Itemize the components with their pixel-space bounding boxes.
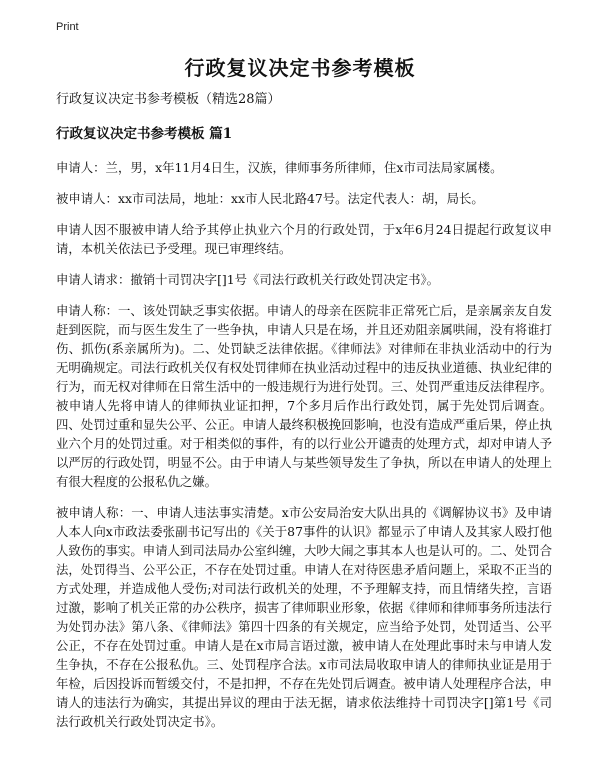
paragraph-applicant-claims: 申请人称：一、该处罚缺乏事实依据。申请人的母亲在医院非正常死亡后，是亲属亲友自发赶到医院，而与医生发生了一些争执，申请人只是在场，并且还劝阻亲属哄闹，没有将谁打伤、抓伤(系亲属所为)。二、处罚缺乏法律依据。《律师法》对律师在非执业活动中的行为无明确规定。司法行政机关仅有权处罚律师在执业活动过程中的违反执业道德、执业纪律的行为，而无权对律师在日常生活中的一般违规行为进行处罚。三、处罚严重违反法律程序。被申请人先将申请人的律师执业证扣押，7个多月后作出行政处罚，属于先处罚后调查。四、处罚过重和显失公平、公正。申请人最终积极挽回影响，也没有造成严重后果，停止执业六个月的处罚过重。对于相类似的事件，有的以行业公开谴责的处理方式，却对申请人予以严厉的行政处罚，明显不公。由于申请人与某些领导发生了争执，所以在申请人的处理上有很大程度的公报私仇之嫌。: [56, 303, 552, 489]
paragraph-respondent-claims: 被申请人称：一、申请人违法事实清楚。x市公安局治安大队出具的《调解协议书》及申请人本人向x市政法委张副书记写出的《关于87事件的认识》都显示了申请人及其家人殴打他人致伤的事实。申请人到司法局办公室纠缠，大吵大闹之事其本人也是认可的。二、处罚合法，处罚得当、公平公正，不存在处罚过重。申请人在对待医患矛盾问题上，采取不正当的方式处理，并造成他人受伤;对司法行政机关的处理，不予理解支持，而且情绪失控，言语过激，影响了机关正常的办公秩序，损害了律师职业形象，依据《律师和律师事务所违法行为处罚办法》第八条、《律师法》第四十四条的有关规定，应当给予处罚，处罚适当、公平公正，不存在处罚过重。申请人是在x市局言语过激，被申请人在处理此事时未与申请人发生争执，不存在公报私仇。三、处罚程序合法。x市司法局收取申请人的律师执业证是用于年检，后因投诉而暂缓交付，不是扣押，不存在先处罚后调查。被申请人处理程序合法，申请人的违法行为确实，其提出异议的理由于法无据，请求依法维持十司罚决字[]第1号《司法行政机关行政处罚决定书》。: [56, 505, 552, 729]
document-body: [56, 90, 552, 741]
document-title: 行政复议决定书参考模板: [184, 56, 416, 80]
paragraph-request: 申请人请求：撤销十司罚决字[]1号《司法行政机关行政处罚决定书》。: [56, 272, 440, 287]
paragraph-case-intro: 申请人因不服被申请人给予其停止执业六个月的行政处罚，于x年6月24日提起行政复议申请，本机关依法已予受理。现已审理终结。: [56, 222, 552, 256]
paragraph-respondent: 被申请人：xx市司法局，地址：xx市人民北路47号。法定代表人：胡，局长。: [56, 191, 484, 206]
paragraph-applicant: 申请人：兰，男，x年11月4日生，汉族，律师事务所律师，住x市司法局家属楼。: [56, 160, 503, 175]
document-subtitle: 行政复议决定书参考模板（精选28篇）: [56, 92, 281, 107]
print-label: Print: [56, 21, 79, 33]
section-heading: 行政复议决定书参考模板 篇1: [56, 126, 233, 142]
